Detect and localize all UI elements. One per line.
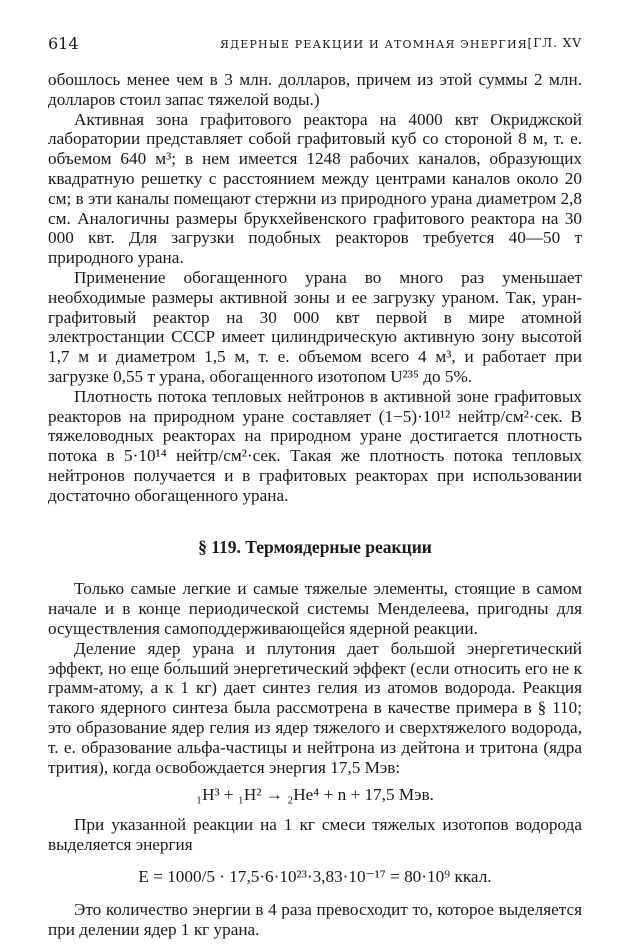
paragraph-8: Это количество энергии в 4 раза превосходит то, которое выделяется при делении ядер 1 кг урана.: [48, 900, 582, 940]
section-heading: § 119. Термоядерные реакции: [198, 536, 432, 557]
paragraph-2: Активная зона графитового реактора на 4000 квт Окриджской лаборатории представляет собой графитовый куб со стороной 8 м, т. е. объемом 640 м³; в нем имеется 1248 рабочих каналов, образующих квадратную решетку с расстоянием между центрами каналов около 20 см; в эти каналы помещают стержни из природного урана диаметром 2,8 см. Аналогичны размеры брукхейвенского графитового реактора на 30 000 квт. Для загрузки подобных реакторов требуется 40—50 т природного урана.: [48, 109, 582, 268]
page-body: [48, 70, 582, 940]
paragraph-5: Только самые легкие и самые тяжелые элементы, стоящие в самом начале и в конце периодической системы Менделеева, пригодны для осуществления самоподдерживающейся ядерной реакции.: [48, 579, 582, 638]
paragraph-6: Деление ядер урана и плутония дает большой энергетический эффект, но еще бо́льший энергетический эффект (если относить его не к грамм-атому, а к 1 кг) дает синтез гелия из атомов водорода. Реакция такого ядерного синтеза была рассмотрена в качестве примера в § 110; это образование ядер гелия из ядер тяжелого и сверхтяжелого водорода, т. е. образование альфа-частицы и нейтрона из дейтона и тритона (ядра трития), когда освобождается энергия 17,5 Мэв:: [48, 638, 582, 777]
running-title: ЯДЕРНЫЕ РЕАКЦИИ И АТОМНАЯ ЭНЕРГИЯ: [220, 38, 528, 51]
formula-fusion-reaction: ₁H³ + ₁H² → ₂He⁴ + n + 17,5 Мэв.: [196, 785, 434, 805]
formula-energy: E = 1000/5 · 17,5·6·10²³·3,83·10⁻¹⁷ = 80·10⁹ ккал.: [138, 866, 492, 886]
chapter-label: [ГЛ. XV: [527, 36, 582, 50]
paragraph-4: Плотность потока тепловых нейтронов в активной зоне графитовых реакторов на природном уране составляет (1−5)·10¹² нейтр/см²·сек. В тяжеловодных реакторах на природном уране достигается плотность потока в 5·10¹⁴ нейтр/см²·сек. Такая же плотность потока тепловых нейтронов получается и в графитовых реакторах при использовании достаточно обогащенного урана.: [48, 386, 582, 505]
page-number: 614: [48, 34, 79, 53]
paragraph-3: Применение обогащенного урана во много раз уменьшает необходимые размеры активной зоны и ее загрузку ураном. Так, уран-графитовый реактор на 30 000 квт первой в мире атомной электростанции СССР имеет цилиндрическую активную зону высотой 1,7 м и диаметром 1,5 м, т. е. объемом всего 4 м³, и работает при загрузке 0,55 т урана, обогащенного изотопом U²³⁵ до 5%.: [48, 267, 582, 386]
running-header: [48, 34, 582, 58]
paragraph-7: При указанной реакции на 1 кг смеси тяжелых изотопов водорода выделяется энергия: [48, 815, 582, 854]
paragraph-1: обошлось менее чем в 3 млн. долларов, причем из этой суммы 2 млн. долларов стоил запас тяжелой воды.): [48, 70, 582, 109]
